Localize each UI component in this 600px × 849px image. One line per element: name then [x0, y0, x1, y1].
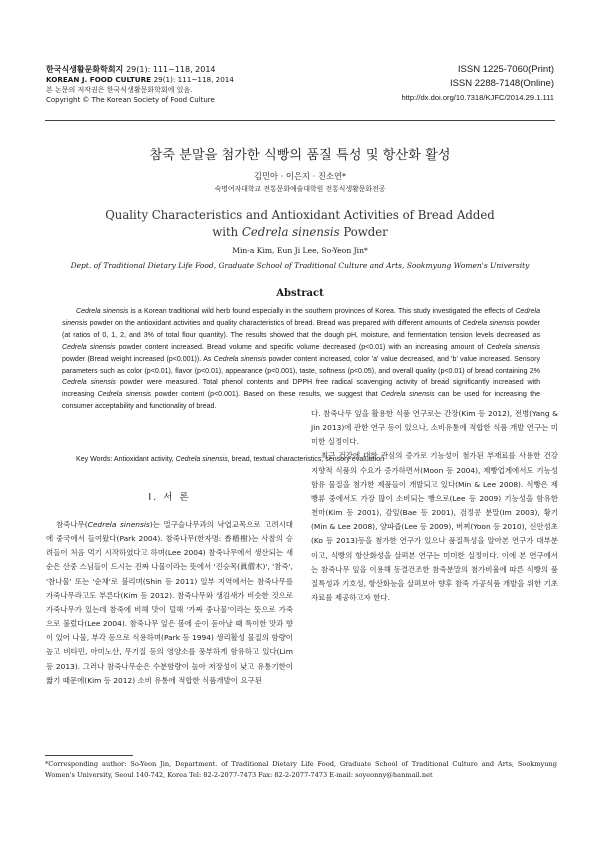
issn-block — [294, 63, 554, 104]
copyright-ko: 본 논문의 저작권은 한국식생활문화학회에 있음. — [46, 86, 193, 94]
authors-en: Min-a Kim, Eun Ji Lee, So-Yeon Jin* — [232, 246, 368, 255]
journal-volume-ko: 29(1): 111~118, 2014 — [126, 65, 216, 74]
journal-name-en: KOREAN J. FOOD CULTURE 29(1): 111~118, 2014 — [46, 75, 234, 84]
paragraph: 최근 건강에 대한 관심의 증가로 기능성이 첨가된 부재료를 사용한 건강 지향적 식품의 수요가 증가하면서(Moon 등 2004), 제빵업계에서도 기능성 함유 물질을 첨가한 제품들이 개발되고 있다(Min & Lee 2008). 식빵은 제빵류 중에서도 가장 많이 소비되는 빵으로(Lee 등 2009) 기능성을 함유한 천마(Kim 등 2001), 감잎(Bae 등 2001), 검정콩 분말(Im 2003), 황기(Min & Lee 2008), 양파즙(Lee 등 2009), 버찌(Yoon 등 2010), 신안섬초(Ko 등 2013)등을 첨가한 연구가 있으나 품질특성을 알아본 연구가 대부분이고, 식빵의 항산화성을 살펴본 연구는 미미한 실정이다. 이에 본 연구에서는 참죽나무 잎을 이용해 동결건조한 참죽분말의 첨가비율에 따른 식빵의 품질특성과 기호성, 항산화능을 살펴보아 향후 참죽 가공식품 개발을 위한 기초자료를 제공하고자 한다. — [311, 451, 558, 603]
footnote-divider — [45, 755, 133, 756]
authors-ko: 김민아 · 이은지 · 진소연* — [253, 171, 347, 181]
issn-print: ISSN 1225-7060(Print) — [457, 64, 554, 75]
journal-volume-en: 29(1): 111~118, 2014 — [153, 75, 234, 84]
abstract-text: Cedrela sinensis is a Korean traditional wild herb found especially in the southern provinces of Korea. This study investigated the effects of Cedrela sinensis powder on the antioxidant activities and quality characteristics of bread. Bread was prepared with different amounts of Cedrela sinensis powder (at ratios of 0, 1, 2, and 3% of total flour quantity). The results showed that the dough pH, moisture, and fermentation tension levels decreased as Cedrela sinensis powder content increased. Bread volume and specific volume decreased (p<0.01) with an increasing amount of Cedrela sinensis powder (Bread weight increased (p<0.001)). As Cedrela sinensis powder content increased, color 'a' value decreased, and 'b' value increased. Sensory parameters such as color (p<0.01), flavor (p<0.01), appearance (p<0.001), taste, softness (p<0.05), and overall quality (p<0.01) of bread containing 2% Cedrela sinensis powder were measured. Total phenol contents and DPPH free radical scavenging activity of bread significantly increased with increasing Cedrela sinensis powder content (p<0.001). Based on these results, we suggest that Cedrela sinensis can be used for increasing the consumer acceptability and functionality of bread. — [62, 308, 540, 411]
paragraph: 참죽나무(Cedrela sinensis)는 멀구슬나무과의 낙엽교목으로 고려시대에 중국에서 들여왔다(Park 2004). 참죽나무(한자명: 香椿樹)는 사찰의 승려들이 처음 먹기 시작하였다고 하며(Lee 2004) 참죽나무에서 생산되는 새순은 산중 스님들이 드시는 진짜 나물이라는 뜻에서 '진승목(眞僧木)', '참죽', '참나물' 또는 '순채'로 불리며(Shin 등 2011) 일부 지역에서는 참죽나무를 가죽나무라고도 부른다(Kim 등 2012). 참죽나무와 생김새가 비슷한 것으로 가죽나무가 있는데 참죽에 비해 맛이 덜해 '가짜 중나물'이라는 뜻으로 가죽으로 불렀다(Lee 2004). 참죽나무 잎은 봄에 순이 돋아날 때 특이한 맛과 향이 있어 나물, 부각 등으로 식용하며(Park 등 1994) 생리활성 물질의 함량이 높고 비타민, 아미노산, 무기질 등의 영양소를 풍부하게 함유하고 있다(Lim 등 2013). 그러나 참죽나무순은 수분함량이 높아 저장성이 낮고 유통기한이 짧기 때문에(Kim 등 2012) 소비 유통에 적합한 식품개발이 요구된 — [46, 520, 293, 685]
paper-title-ko: 참죽 분말을 첨가한 식빵의 품질 특성 및 항산화 활성 — [149, 148, 451, 163]
affiliation-ko: 숙명여자대학교 전통문화예술대학원 전통식생활문화전공 — [214, 185, 386, 193]
header-divider — [45, 120, 555, 121]
copyright-en: Copyright © The Korean Society of Food Culture — [46, 96, 215, 104]
affiliation-en: Dept. of Traditional Dietary Life Food, Graduate School of Traditional Culture and Arts, Sookmyung Women's University — [70, 261, 530, 270]
section-heading-introduction: Ⅰ. 서 론 — [148, 492, 191, 503]
doi-link[interactable]: http://dx.doi.org/10.7318/KJFC/2014.29.1.111 — [401, 93, 554, 102]
paper-title-en-line1: Quality Characteristics and Antioxidant Activities of Bread Added — [105, 208, 495, 222]
body-left-column — [46, 518, 293, 688]
issn-online: ISSN 2288-7148(Online) — [449, 78, 554, 89]
corresponding-author-footnote: *Corresponding author: So-Yeon Jin, Department. of Traditional Dietary Life Food, Graduate School of Traditional Culture and Arts, Sookmyung Women's University, Seoul 140-742, Korea Tel: 82-2-2077-7473 Fax: 82-2-2077-7473 E-mail: soyeonny@hanmail.net — [45, 760, 557, 779]
paper-title-en — [0, 207, 600, 241]
paragraph: 다. 참죽나무 잎을 활용한 식품 연구로는 간장(Kim 등 2012), 전병(Yang & Jin 2013)에 관한 연구 등이 있으나, 소비유통에 적합한 식품 개발 연구는 미미한 실정이다. — [311, 409, 558, 447]
body-right-column — [311, 407, 558, 605]
journal-name-ko: 한국식생활문화학회지 29(1): 111~118, 2014 — [46, 65, 216, 74]
abstract-heading: Abstract — [276, 288, 324, 299]
paper-title-en-line2: with Cedrela sinensis Powder — [212, 225, 388, 239]
keywords: Key Words: Antioxidant activity, Cedrela sinensis, bread, textual characteristics, sensory evaluation — [76, 456, 385, 463]
